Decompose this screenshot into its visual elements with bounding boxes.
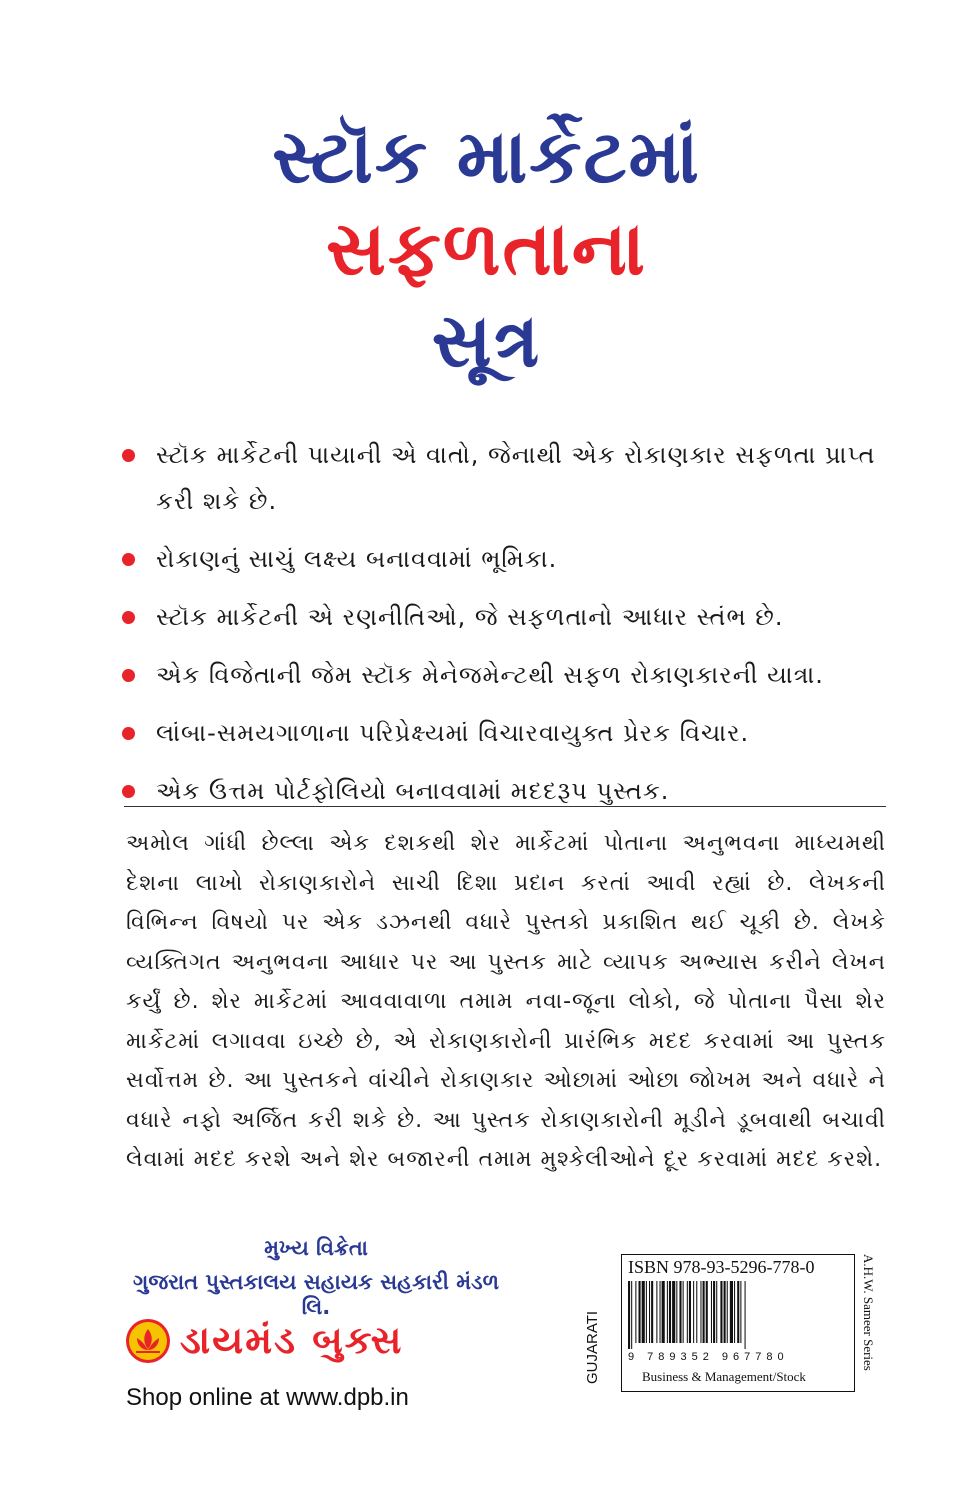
- feature-item: [122, 652, 892, 698]
- barcode-bar: [679, 1281, 681, 1343]
- barcode-bar: [711, 1281, 712, 1343]
- feature-text: એક વિજેતાની જેમ સ્ટૉક મેનેજમેન્ટથી સફળ રોકાણકારની યાત્રા.: [156, 661, 824, 689]
- barcode-bar: [703, 1281, 705, 1343]
- series-label: A.H.W. Sameer Series: [861, 1254, 876, 1371]
- feature-item: [122, 710, 892, 756]
- barcode-bar: [724, 1281, 726, 1343]
- barcode-bar: [696, 1281, 697, 1343]
- barcode-bar: [683, 1281, 684, 1343]
- bullet-dot-icon: [122, 553, 135, 566]
- barcode-bar: [669, 1281, 671, 1343]
- barcode-bar: [689, 1281, 691, 1343]
- feature-text: એક ઉત્તમ પોર્ટફોલિયો બનાવવામાં મદદરૂપ પુસ્તક.: [156, 777, 670, 805]
- feature-text: સ્ટૉક માર્કેટની પાયાની એ વાતો, જેનાથી એક રોકાણકાર સફળતા પ્રાપ્ત કરી શકે છે.: [156, 441, 876, 515]
- book-category: Business & Management/Stock: [642, 1369, 806, 1384]
- barcode-bar: [716, 1281, 717, 1343]
- barcode-bar: [635, 1281, 636, 1343]
- publisher-logo: [126, 1318, 403, 1363]
- barcode-bar: [649, 1281, 650, 1343]
- barcode-bar: [745, 1281, 746, 1349]
- isbn-number: ISBN 978-93-5296-778-0: [628, 1257, 815, 1277]
- barcode-bar: [656, 1281, 657, 1343]
- barcode-bar: [662, 1281, 665, 1343]
- barcode-bar: [693, 1281, 694, 1343]
- bullet-dot-icon: [122, 727, 135, 740]
- lotus-icon: [126, 1319, 170, 1363]
- barcode-bar: [676, 1281, 677, 1343]
- barcode-bar: [737, 1281, 739, 1343]
- distributor-name: ગુજરાત પુસ્તકાલય સહાયક સહકારી મંડળ લિ.: [133, 1270, 499, 1319]
- barcode-bar: [651, 1281, 653, 1343]
- feature-item: [122, 594, 892, 640]
- title-line-2: સફળતાના: [326, 206, 647, 292]
- book-description: અમોલ ગાંધી છેલ્લા એક દશકથી શેર માર્કેટમાં પોતાના અનુભવના માધ્યમથી દેશના લાખો રોકાણકારોને સાચી દિશા પ્રદાન કરતાં આવી રહ્યાં છે. લેખકની વિભિન્ન વિષયો પર એક ડઝનથી વધારે પુસ્તકો પ્રકાશિત થઈ ચૂકી છે. લેખકે વ્યક્તિગત અનુભવના આધાર પર આ પુસ્તક માટે વ્યાપક અભ્યાસ કરીને લેખન કર્યું છે. શેર માર્કેટમાં આવવાવાળા તમામ નવા-જૂના લોકો, જે પોતાના પૈસા શેર માર્કેટમાં લગાવવા ઇચ્છે છે, એ રોકાણકારોની પ્રારંભિક મદદ કરવામાં આ પુસ્તક સર્વોત્તમ છે. આ પુસ્તકને વાંચીને રોકાણકાર ઓછામાં ઓછા જોખમ અને વધારે ને વધારે નફો અર્જિત કરી શકે છે. આ પુસ્તક રોકાણકારોની મૂડીને ડૂબવાથી બચાવી લેવામાં મદદ કરશે અને શેર બજારની તમામ મુશ્કેલીઓને દૂર કરવામાં મદદ કરશે.: [126, 831, 886, 1172]
- barcode-bar: [720, 1281, 722, 1343]
- barcode-bar: [642, 1281, 645, 1343]
- barcode-bar: [734, 1281, 735, 1343]
- barcode-bar: [713, 1281, 715, 1343]
- feature-item: [122, 432, 892, 524]
- bullet-dot-icon: [122, 669, 135, 682]
- feature-text: રોકાણનું સાચું લક્ષ્ય બનાવવામાં ભૂમિકા.: [156, 545, 558, 573]
- section-divider: [124, 806, 886, 807]
- barcode-bar: [687, 1281, 688, 1343]
- barcode-bar: [730, 1281, 733, 1343]
- bullet-dot-icon: [122, 611, 135, 624]
- title-line-1: સ્ટૉક માર્કેટમાં: [272, 114, 701, 200]
- barcode-bar: [672, 1281, 675, 1343]
- language-label: GUJARATI: [584, 1310, 601, 1384]
- barcode-bar: [667, 1281, 668, 1343]
- barcode-bar: [706, 1281, 708, 1343]
- feature-text: સ્ટૉક માર્કેટની એ રણનીતિઓ, જે સફળતાનો આધાર સ્તંભ છે.: [156, 603, 784, 631]
- feature-item: [122, 536, 892, 582]
- barcode-bar: [631, 1281, 632, 1349]
- barcode-icon: [628, 1281, 846, 1349]
- title-line-3: સૂત્ર: [431, 298, 542, 384]
- barcode-box: [621, 1254, 855, 1392]
- barcode-bar: [660, 1281, 661, 1343]
- barcode-digits: 9 789352 967780: [628, 1351, 789, 1363]
- barcode-bar: [639, 1281, 641, 1343]
- feature-list: [122, 432, 892, 826]
- bullet-dot-icon: [122, 449, 135, 462]
- publisher-name: ડાયમંડ બુક્સ: [180, 1318, 404, 1362]
- barcode-bar: [646, 1281, 647, 1343]
- barcode-bar: [700, 1281, 701, 1343]
- shop-online-link[interactable]: Shop online at www.dpb.in: [126, 1384, 409, 1411]
- distributor-title: મુખ્ય વિક્રેતા: [264, 1236, 368, 1260]
- barcode-bar: [727, 1281, 728, 1343]
- bullet-dot-icon: [122, 785, 135, 798]
- barcode-bar: [628, 1281, 630, 1349]
- barcode-bar: [740, 1281, 741, 1343]
- feature-item: [122, 768, 892, 814]
- feature-text: લાંબા-સમયગાળાના પરિપ્રેક્ષ્યમાં વિચારવાયુક્ત પ્રેરક વિચાર.: [156, 719, 750, 747]
